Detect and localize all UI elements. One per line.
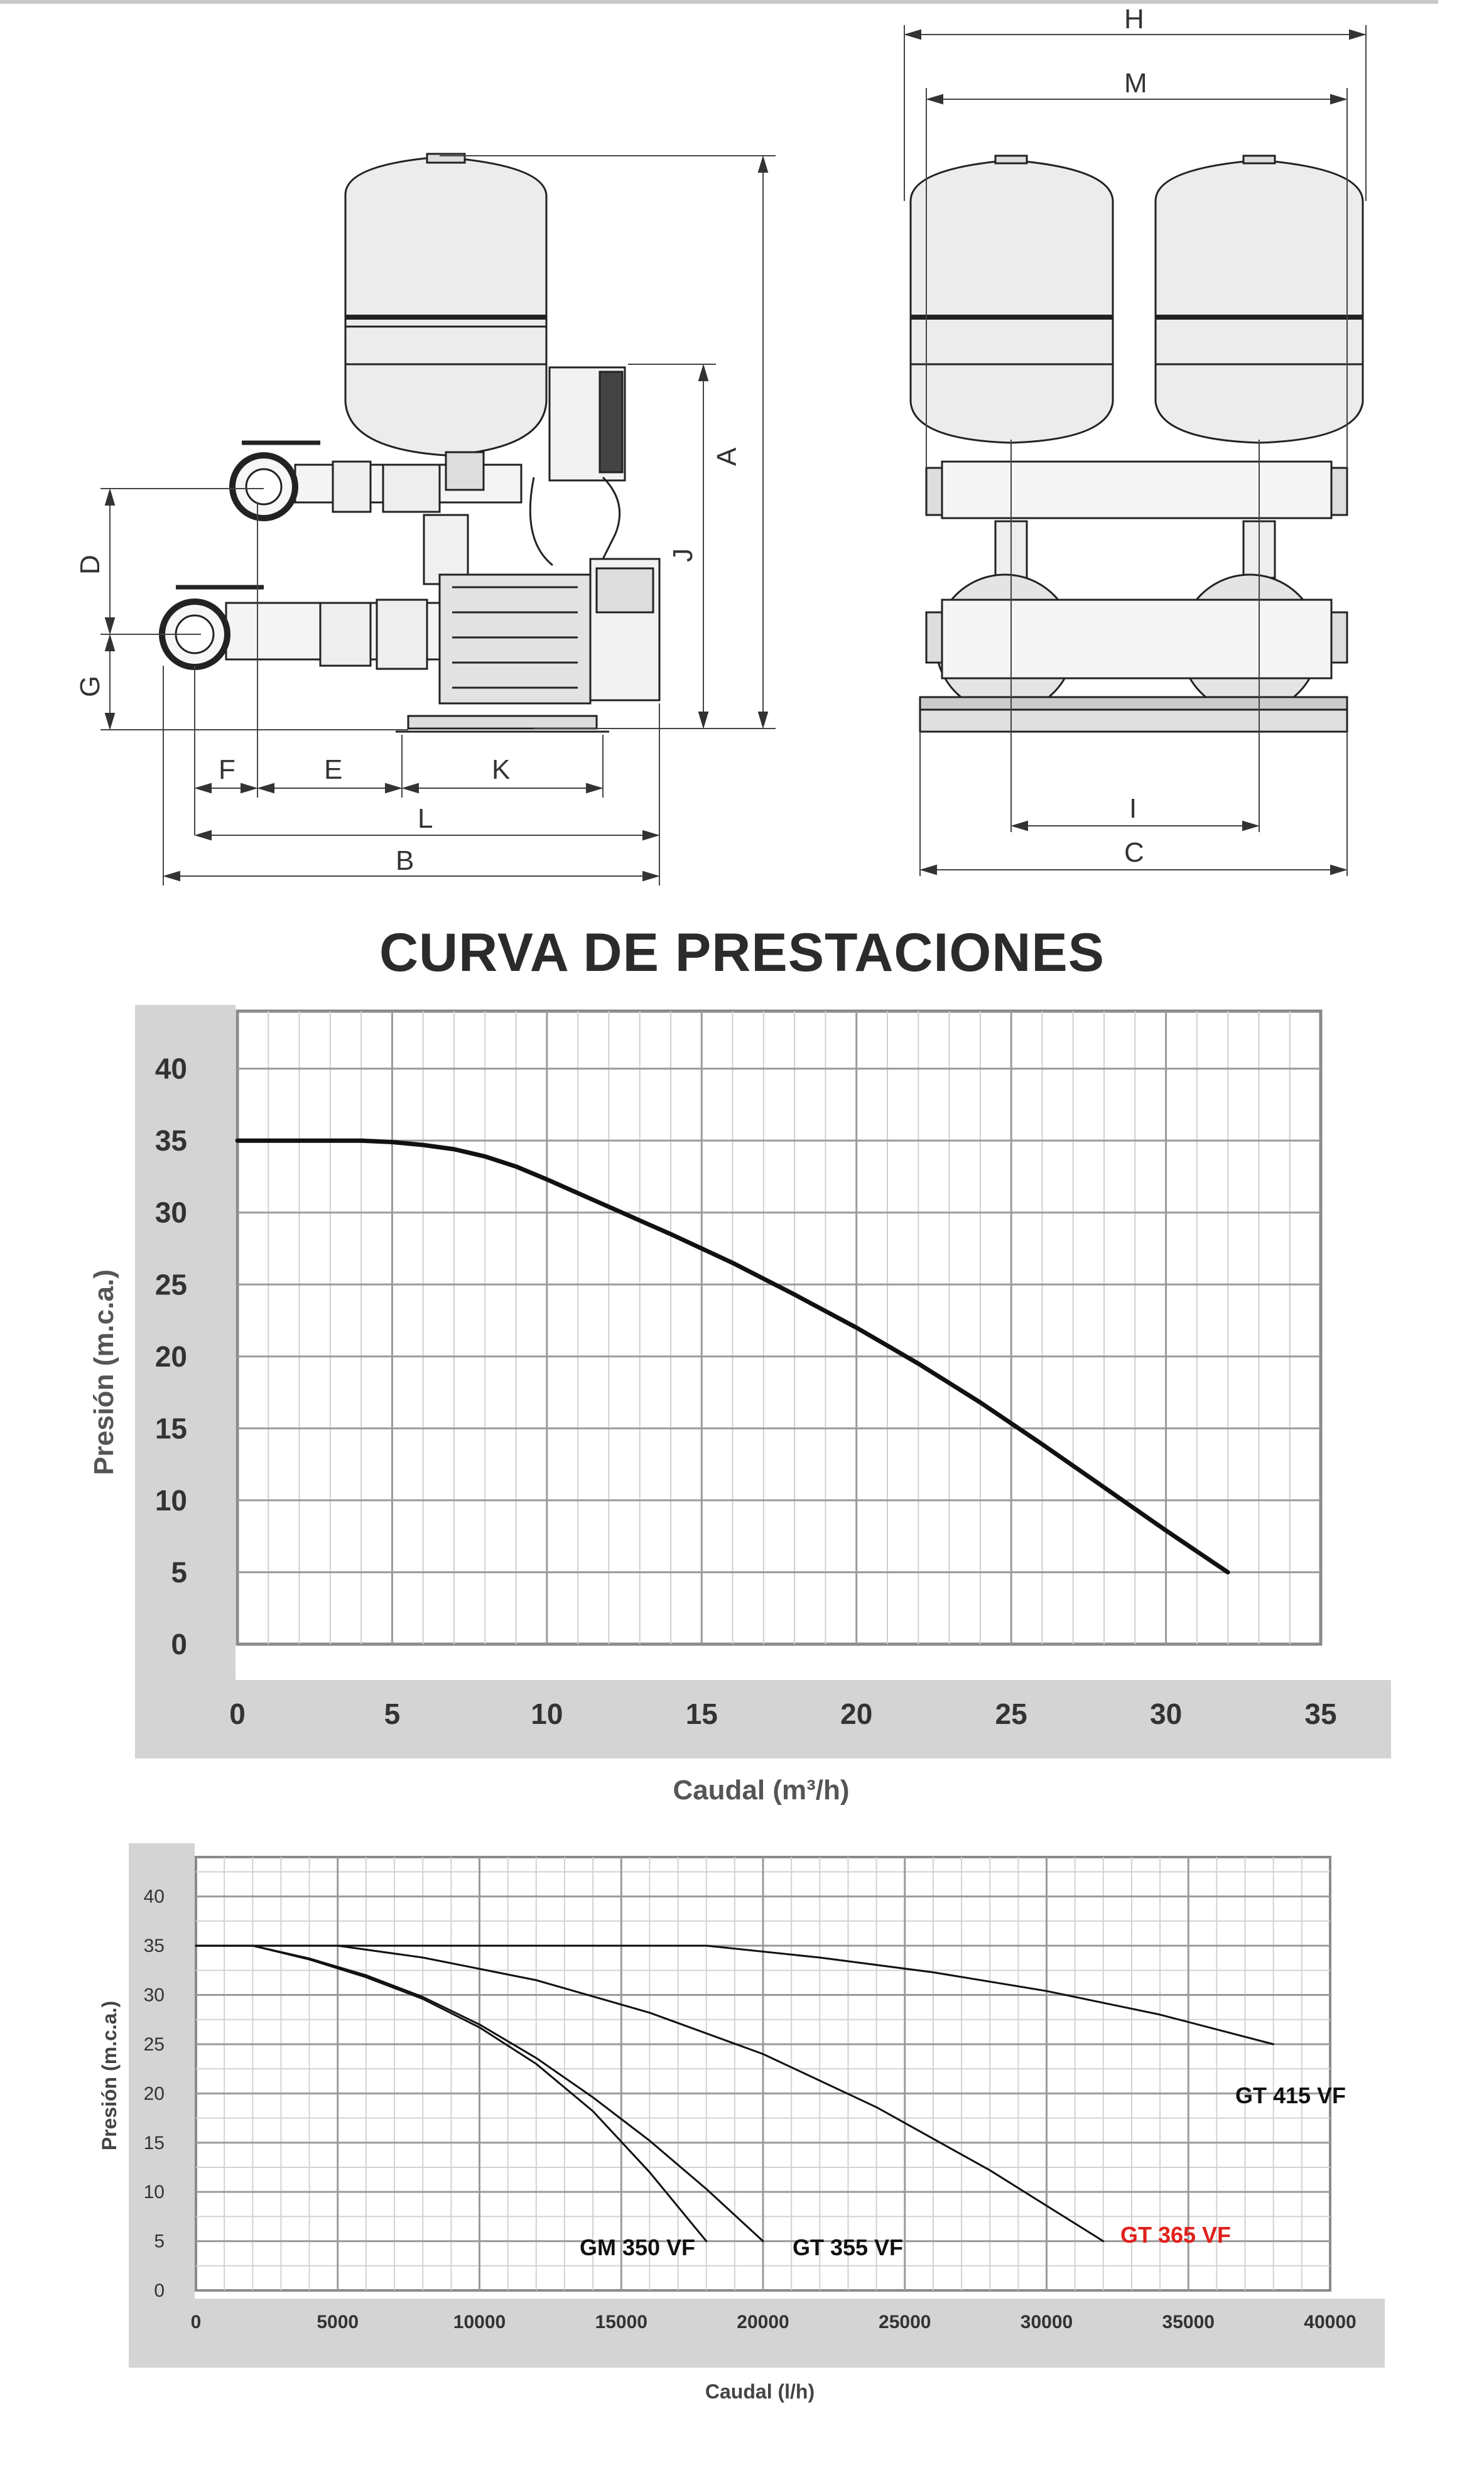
c1-x-tick-label: 0 [229, 1698, 246, 1730]
side-view-drawing [162, 154, 659, 732]
dim-label-a: A [712, 447, 742, 466]
chart1-frame-bottom [135, 1680, 1391, 1758]
c1-x-tick-label: 15 [685, 1698, 718, 1730]
pump-technical-drawings [0, 0, 1484, 904]
c1-y-tick-label: 0 [171, 1628, 187, 1660]
front-view-drawing [911, 156, 1363, 732]
c2-x-tick-label: 0 [190, 2312, 202, 2332]
c1-y-tick-label: 5 [171, 1556, 187, 1589]
chart1-y-axis-label: Presión (m.c.a.) [89, 1269, 119, 1475]
c2-series-label-2: GT 355 VF [792, 2235, 904, 2260]
dim-label-c: C [1124, 837, 1144, 868]
c2-x-tick-label: 25000 [879, 2312, 931, 2332]
c2-x-tick-label: 15000 [595, 2312, 647, 2332]
chart1-plot-area [237, 1011, 1321, 1644]
dim-label-l: L [418, 803, 433, 834]
c1-x-tick-label: 5 [384, 1698, 401, 1730]
dim-label-j: J [668, 548, 698, 562]
c2-x-tick-label: 40000 [1304, 2312, 1357, 2332]
front-view-dimension-labels [1124, 4, 1147, 868]
chart2-y-axis-label: Presión (m.c.a.) [98, 2000, 121, 2151]
c2-y-tick-label: 30 [143, 1985, 165, 2006]
c1-y-tick-label: 25 [154, 1268, 187, 1301]
c1-x-tick-label: 25 [995, 1698, 1027, 1730]
c1-y-tick-label: 40 [154, 1052, 187, 1085]
c2-series-label-4: GT 415 VF [1235, 2083, 1346, 2108]
c1-x-tick-label: 35 [1304, 1698, 1337, 1730]
c2-y-tick-label: 35 [143, 1936, 165, 1957]
c1-x-tick-label: 10 [531, 1698, 563, 1730]
c1-x-tick-label: 20 [840, 1698, 873, 1730]
c1-y-tick-label: 35 [154, 1124, 187, 1157]
dim-label-h: H [1124, 4, 1144, 35]
dim-label-g: G [75, 675, 106, 697]
c1-y-tick-label: 10 [154, 1483, 187, 1517]
c2-series-label-3: GT 365 VF [1120, 2222, 1232, 2248]
dim-label-k: K [492, 754, 511, 785]
dim-label-i: I [1129, 793, 1137, 824]
chart2-frame-bottom [129, 2299, 1385, 2368]
c1-y-tick-label: 15 [154, 1412, 187, 1445]
page-title: CURVA DE PRESTACIONES [379, 923, 1105, 983]
c2-x-tick-label: 20000 [737, 2312, 789, 2332]
performance-chart-lh [0, 1843, 1484, 2408]
chart2-x-axis-label: Caudal (l/h) [705, 2380, 815, 2403]
c2-series-label-1: GM 350 VF [579, 2235, 696, 2260]
c2-x-tick-label: 5000 [317, 2312, 359, 2332]
dim-label-e: E [324, 754, 343, 785]
c2-x-tick-label: 30000 [1020, 2312, 1073, 2332]
c2-y-tick-label: 5 [154, 2231, 165, 2252]
performance-chart-m3h [0, 1005, 1484, 1821]
c2-y-tick-label: 40 [143, 1886, 165, 1907]
dim-label-m: M [1124, 68, 1147, 99]
c2-y-tick-label: 0 [154, 2280, 165, 2301]
dim-label-f: F [219, 754, 236, 785]
c1-y-tick-label: 20 [154, 1340, 187, 1373]
c1-y-tick-label: 30 [154, 1196, 187, 1229]
chart1-x-axis-label: Caudal (m³/h) [673, 1775, 850, 1806]
c2-y-tick-label: 15 [143, 2132, 165, 2153]
c2-x-tick-label: 35000 [1162, 2312, 1215, 2332]
c2-x-tick-label: 10000 [453, 2312, 506, 2332]
dim-label-d: D [75, 555, 106, 575]
c2-y-tick-label: 10 [143, 2182, 165, 2203]
c1-x-tick-label: 30 [1149, 1698, 1183, 1730]
front-view-dimensions [904, 25, 1366, 876]
c2-y-tick-label: 20 [143, 2083, 165, 2105]
c2-y-tick-label: 25 [143, 2034, 165, 2055]
dim-label-b: B [396, 845, 414, 876]
